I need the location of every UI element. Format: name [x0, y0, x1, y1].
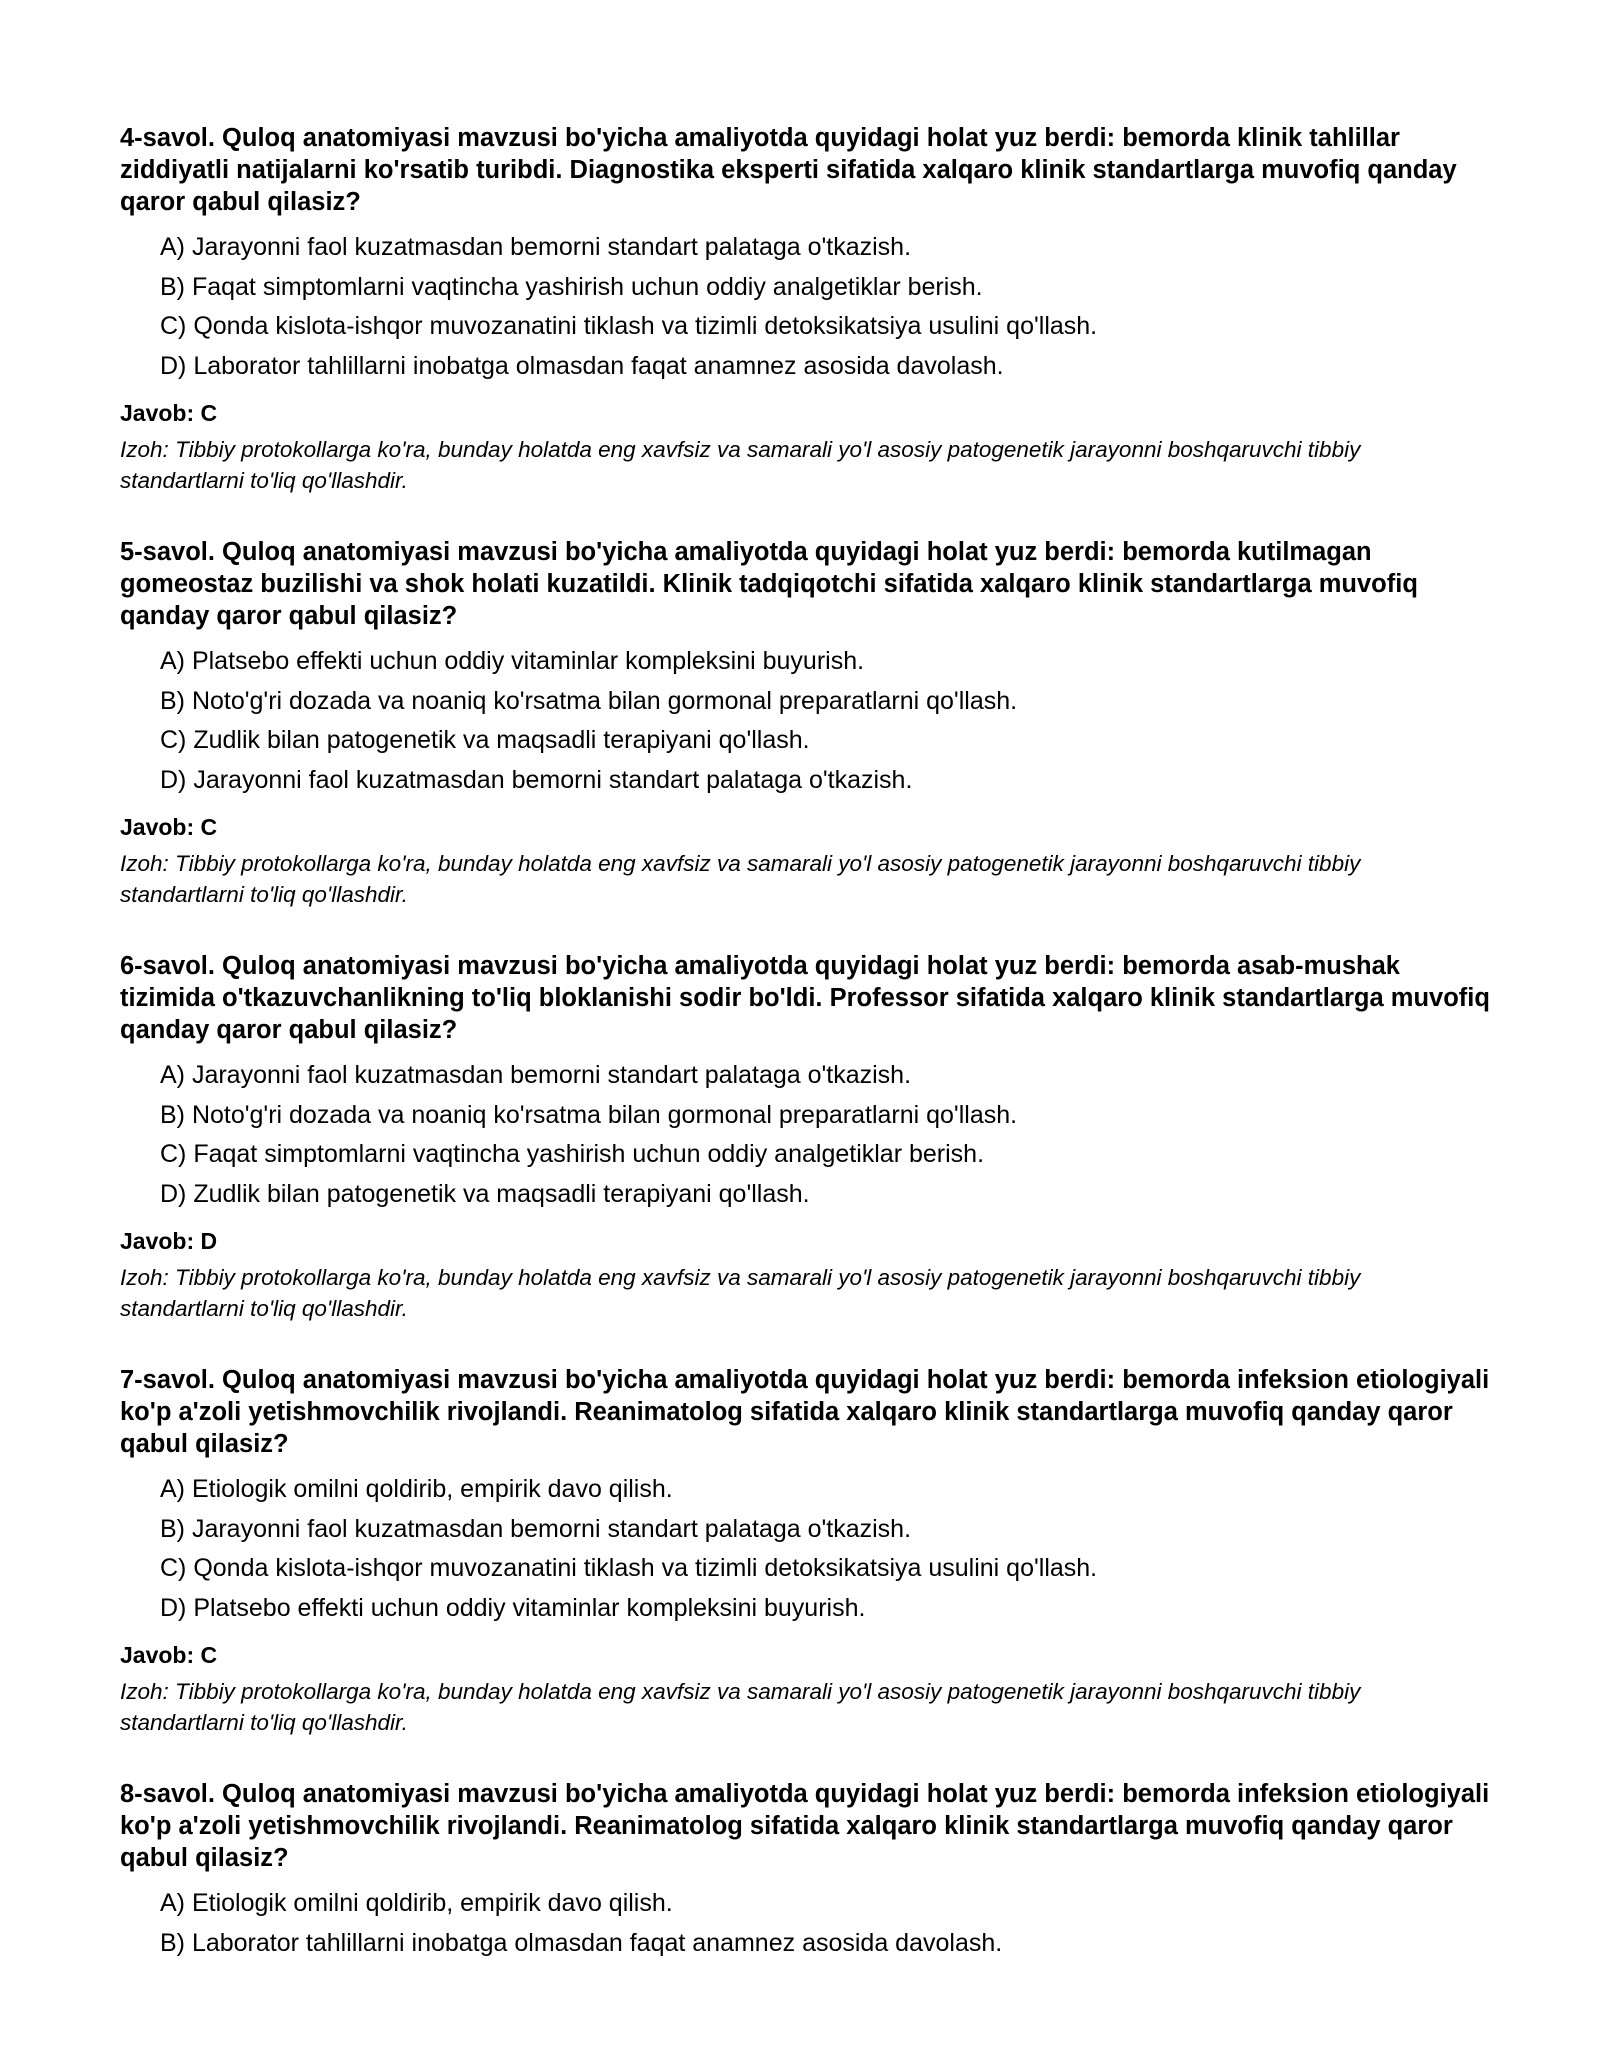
explanation-note: Izoh: Tibbiy protokollarga ko'ra, bunday holatda eng xavfsiz va samarali yo'l asosiy patogenetik jarayonni boshqaruvchi tibbiy standartlarni to'liq qo'llashdir.	[120, 851, 1361, 907]
option-a: A) Etiologik omilni qoldirib, empirik davo qilish.	[160, 1475, 673, 1503]
option-a: A) Jarayonni faol kuzatmasdan bemorni standart palataga o'tkazish.	[160, 1061, 912, 1089]
option-b: B) Faqat simptomlarni vaqtincha yashirish uchun oddiy analgetiklar berish.	[160, 272, 983, 301]
explanation-note: Izoh: Tibbiy protokollarga ko'ra, bunday holatda eng xavfsiz va samarali yo'l asosiy patogenetik jarayonni boshqaruvchi tibbiy standartlarni to'liq qo'llashdir.	[120, 437, 1361, 493]
question-8	[120, 1778, 1490, 1963]
option-c: C) Zudlik bilan patogenetik va maqsadli terapiyani qo'llash.	[160, 726, 810, 754]
option-d: D) Zudlik bilan patogenetik va maqsadli terapiyani qo'llash.	[160, 1179, 810, 1208]
answer-label: Javob: D	[120, 1228, 218, 1254]
question-title: 8-savol. Quloq anatomiyasi mavzusi bo'yicha amaliyotda quyidagi holat yuz berdi: bemorda infeksion etiologiyali ko'p a'zoli yetishmovchilik rivojlandi. Reanimatolog sifatida xalqaro klinik standartlarga muvofiq qanday qaror qabul qilasiz?	[120, 1780, 1490, 1872]
option-b: B) Jarayonni faol kuzatmasdan bemorni standart palataga o'tkazish.	[160, 1514, 912, 1543]
option-b: B) Noto'g'ri dozada va noaniq ko'rsatma bilan gormonal preparatlarni qo'llash.	[160, 1100, 1018, 1129]
answer-label: Javob: C	[120, 814, 218, 840]
options-list	[120, 1884, 1490, 1963]
option-a: A) Platsebo effekti uchun oddiy vitaminlar kompleksini buyurish.	[160, 647, 865, 675]
question-4	[120, 122, 1490, 496]
question-5	[120, 536, 1490, 910]
option-d: D) Jarayonni faol kuzatmasdan bemorni standart palataga o'tkazish.	[160, 765, 913, 794]
explanation-note: Izoh: Tibbiy protokollarga ko'ra, bunday holatda eng xavfsiz va samarali yo'l asosiy patogenetik jarayonni boshqaruvchi tibbiy standartlarni to'liq qo'llashdir.	[120, 1265, 1361, 1321]
question-title: 5-savol. Quloq anatomiyasi mavzusi bo'yicha amaliyotda quyidagi holat yuz berdi: bemorda kutilmagan gomeostaz buzilishi va shok holati kuzatildi. Klinik tadqiqotchi sifatida xalqaro klinik standartlarga muvofiq qanday qaror qabul qilasiz?	[120, 538, 1418, 630]
answer-label: Javob: C	[120, 1642, 218, 1668]
question-title: 6-savol. Quloq anatomiyasi mavzusi bo'yicha amaliyotda quyidagi holat yuz berdi: bemorda asab-mushak tizimida o'tkazuvchanlikning to'liq bloklanishi sodir bo'ldi. Professor sifatida xalqaro klinik standartlarga muvofiq qanday qaror qabul qilasiz?	[120, 952, 1490, 1044]
explanation-note: Izoh: Tibbiy protokollarga ko'ra, bunday holatda eng xavfsiz va samarali yo'l asosiy patogenetik jarayonni boshqaruvchi tibbiy standartlarni to'liq qo'llashdir.	[120, 1679, 1361, 1735]
question-6	[120, 950, 1490, 1324]
option-c: C) Qonda kislota-ishqor muvozanatini tiklash va tizimli detoksikatsiya usulini qo'llash.	[160, 312, 1098, 340]
option-d: D) Laborator tahlillarni inobatga olmasdan faqat anamnez asosida davolash.	[160, 351, 1004, 380]
question-title: 4-savol. Quloq anatomiyasi mavzusi bo'yicha amaliyotda quyidagi holat yuz berdi: bemorda klinik tahlillar ziddiyatli natijalarni ko'rsatib turibdi. Diagnostika eksperti sifatida xalqaro klinik standartlarga muvofiq qanday qaror qabul qilasiz?	[120, 124, 1457, 216]
option-b: B) Noto'g'ri dozada va noaniq ko'rsatma bilan gormonal preparatlarni qo'llash.	[160, 686, 1018, 715]
question-title: 7-savol. Quloq anatomiyasi mavzusi bo'yicha amaliyotda quyidagi holat yuz berdi: bemorda infeksion etiologiyali ko'p a'zoli yetishmovchilik rivojlandi. Reanimatolog sifatida xalqaro klinik standartlarga muvofiq qanday qaror qabul qilasiz?	[120, 1366, 1490, 1458]
options-list	[120, 1056, 1490, 1214]
option-a: A) Etiologik omilni qoldirib, empirik davo qilish.	[160, 1889, 673, 1917]
option-a: A) Jarayonni faol kuzatmasdan bemorni standart palataga o'tkazish.	[160, 233, 912, 261]
question-7	[120, 1364, 1490, 1738]
option-c: C) Faqat simptomlarni vaqtincha yashirish uchun oddiy analgetiklar berish.	[160, 1140, 985, 1168]
options-list	[120, 1470, 1490, 1628]
options-list	[120, 228, 1490, 386]
option-c: C) Qonda kislota-ishqor muvozanatini tiklash va tizimli detoksikatsiya usulini qo'llash.	[160, 1554, 1098, 1582]
option-b: B) Laborator tahlillarni inobatga olmasdan faqat anamnez asosida davolash.	[160, 1928, 1003, 1957]
answer-label: Javob: C	[120, 400, 218, 426]
document-page	[120, 122, 1490, 2003]
option-d: D) Platsebo effekti uchun oddiy vitaminlar kompleksini buyurish.	[160, 1593, 866, 1622]
options-list	[120, 642, 1490, 800]
